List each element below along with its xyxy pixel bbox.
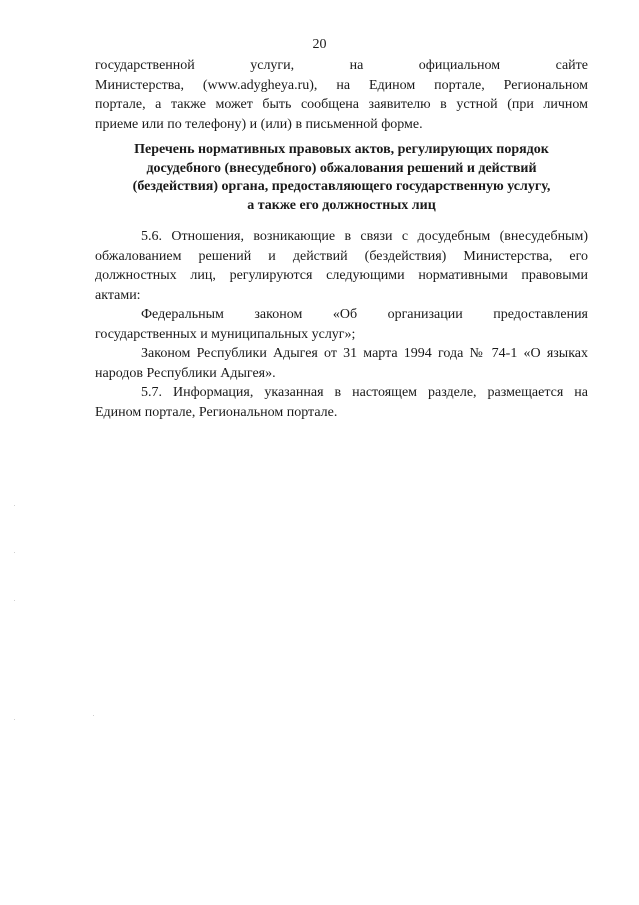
text-line: Министерства, (www.adygheya.ru), на Едином портале, Региональном [95,77,588,93]
section-body [95,227,588,422]
scan-speck [14,600,15,601]
scan-speck [93,715,94,716]
text-line: Федеральным законом «Об организации предоставления [141,307,588,322]
text-line: государственных и муниципальных услуг»; [95,326,356,342]
text-line: 5.7. Информация, указанная в настоящем разделе, размещается на [141,385,588,400]
text-line: обжалованием решений и действий (бездействия) Министерства, его [95,248,588,264]
text-line: Едином портале, Региональном портале. [95,404,338,420]
heading-line: а также его должностных лиц [247,197,436,213]
text-line: государственной услуги, на официальном сайте [95,58,588,73]
paragraph-federal-law [95,305,588,344]
heading-line: Перечень нормативных правовых актов, регулирующих порядок [134,142,549,157]
section-heading [95,141,588,215]
paragraph-adygea-law [95,344,588,383]
page-number: 20 [312,37,327,52]
text-line: приеме или по телефону) и (или) в письменной форме. [95,116,423,132]
scan-speck [14,719,15,720]
paragraph-5-7 [95,383,588,422]
scan-speck [14,552,15,553]
text-line: должностных лиц, регулируются следующими нормативными правовыми [95,268,588,283]
intro-paragraph [95,56,588,134]
text-line: 5.6. Отношения, возникающие в связи с досудебным (внесудебным) [141,229,588,244]
text-line: народов Республики Адыгея». [95,365,276,381]
scan-speck [14,505,15,506]
paragraph-5-6 [95,227,588,305]
heading-line: досудебного (внесудебного) обжалования решений и действий [146,160,537,176]
text-line: портале, а также может быть сообщена заявителю в устной (при личном [95,97,588,112]
text-line: актами: [95,287,141,303]
heading-line: (бездействия) органа, предоставляющего государственную услугу, [132,179,551,194]
text-line: Законом Республики Адыгея от 31 марта 1994 года № 74-1 «О языках [141,346,588,361]
